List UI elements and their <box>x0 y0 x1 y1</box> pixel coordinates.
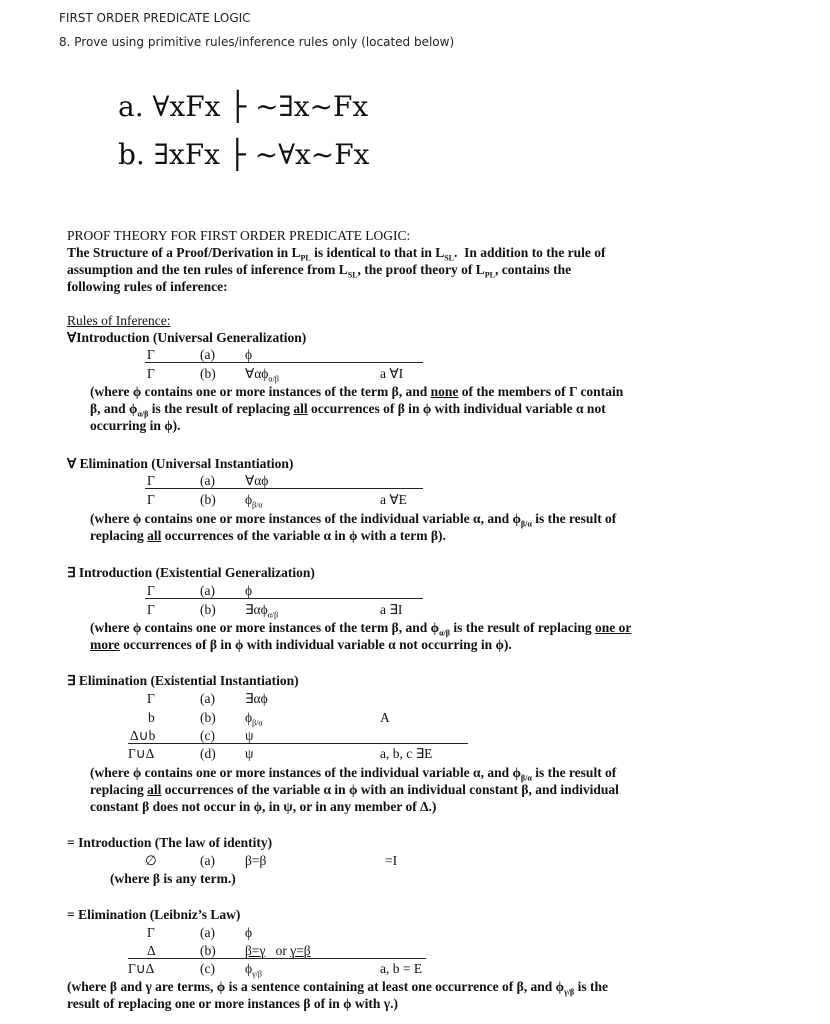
section-heading: PROOF THEORY FOR FIRST ORDER PREDICATE LOGIC: <box>67 228 411 243</box>
subscript: γ/β <box>252 969 262 979</box>
text: none <box>430 384 459 399</box>
justification: a, b = E <box>380 961 423 976</box>
line-label: (a) <box>200 853 215 868</box>
assumption-set: Γ <box>147 602 155 617</box>
note-line: constant β does not occur in ϕ, in ψ, or in any member of Δ.) <box>90 799 437 814</box>
assumption-set: Γ <box>147 347 155 362</box>
note-line: (where β is any term.) <box>110 871 236 886</box>
formula: ψ <box>245 728 254 743</box>
subscript: α/β <box>267 610 279 620</box>
text: occurrences of the variable α in ϕ with an individual constant β, and individual <box>161 782 619 797</box>
text: (where ϕ contains one or more instances of the term β, and ϕ <box>90 620 440 635</box>
subscript: SL <box>444 253 455 263</box>
text: or <box>275 943 287 958</box>
text: one or <box>594 620 632 635</box>
problem-label: a. <box>118 90 144 123</box>
problem-b <box>118 138 369 171</box>
text: ϕ <box>245 710 253 725</box>
line-label: (a) <box>200 473 215 488</box>
text: ∀αϕ <box>245 366 269 381</box>
text: γ=β <box>290 943 311 958</box>
derivation-rule-line <box>128 958 426 959</box>
justification: a, b, c ∃E <box>380 746 433 761</box>
text: more <box>90 637 120 652</box>
line-label: (b) <box>200 710 216 725</box>
subscript: SL <box>347 270 358 280</box>
question-text: 8. Prove using primitive rules/inference rules only (located below) <box>59 35 455 49</box>
justification: a ∃I <box>380 602 403 617</box>
derivation-rule-line <box>145 362 423 363</box>
subscript: β/α <box>520 773 532 783</box>
text: is the result of replacing <box>148 401 294 416</box>
assumption-set: Γ <box>147 691 155 706</box>
subscript: β/α <box>520 519 532 529</box>
text: ϕ <box>245 961 253 976</box>
ei-title: ∃ Introduction (Existential Generalization) <box>67 565 315 580</box>
assumption-set: Γ∪Δ <box>128 746 155 761</box>
derivation-rule-line <box>145 488 423 489</box>
formula: ∃αϕ <box>245 691 268 706</box>
text: occurrences of β in ϕ with individual variable α not occurring in ϕ). <box>119 637 512 652</box>
line-label: (c) <box>200 728 215 743</box>
note-line: occurring in ϕ). <box>90 418 181 433</box>
text: (where ϕ contains one or more instances of the term β, and <box>90 384 431 399</box>
assumption-set: Γ <box>147 473 155 488</box>
premise: ∀xFx <box>152 90 221 123</box>
justification: =I <box>385 853 398 868</box>
text: replacing <box>90 782 148 797</box>
line-label: (a) <box>200 691 215 706</box>
text: β, and ϕ <box>90 401 138 416</box>
note-line <box>90 637 512 653</box>
justification: A <box>380 710 390 725</box>
assumption-set: Γ <box>147 366 155 381</box>
formula: β=β <box>245 853 267 868</box>
text: (where ϕ contains one or more instances of the individual variable α, and ϕ <box>90 765 521 780</box>
ee-title: ∃ Elimination (Existential Instantiation) <box>67 673 299 688</box>
text: (where β and γ are terms, ϕ is a sentence containing at least one occurrence of β, and ϕ <box>67 979 565 994</box>
subscript: PL <box>300 253 311 263</box>
text: replacing <box>90 528 148 543</box>
text: ϕ <box>245 492 253 507</box>
assumption-set: Γ <box>147 583 155 598</box>
conclusion: ~∃x~Fx <box>255 90 369 123</box>
line-label: (a) <box>200 925 215 940</box>
formula: ϕ <box>245 347 253 362</box>
text: The Structure of a Proof/Derivation in L <box>67 245 301 260</box>
turnstile: ├ <box>229 90 247 123</box>
line-label: (c) <box>200 961 215 976</box>
derivation-rule-line <box>128 743 468 744</box>
ide-title: = Elimination (Leibniz’s Law) <box>67 907 241 922</box>
text: occurrences of β in ϕ with individual variable α not <box>307 401 606 416</box>
note-line <box>90 528 446 544</box>
ue-title: ∀ Elimination (Universal Instantiation) <box>67 456 294 471</box>
idi-title: = Introduction (The law of identity) <box>67 835 273 850</box>
assumption-set: Δ∪b <box>130 728 156 743</box>
text: of the members of Γ contain <box>458 384 624 399</box>
text: is identical to that in L <box>310 245 445 260</box>
subscript: α/β <box>268 374 279 384</box>
text: all <box>147 782 162 797</box>
assumption-set: Δ <box>147 943 156 958</box>
text: is the result of <box>531 765 617 780</box>
text: is the result of <box>531 511 617 526</box>
line-label: (b) <box>200 943 216 958</box>
subscript: γ/β <box>564 987 575 997</box>
formula <box>245 943 311 959</box>
premise: ∃xFx <box>153 138 220 171</box>
text: is the result of replacing <box>449 620 595 635</box>
assumption-set: Γ <box>147 925 155 940</box>
subscript: α/β <box>137 409 149 419</box>
assumption-set: b <box>148 710 155 725</box>
problem-label: b. <box>118 138 145 171</box>
line-label: (b) <box>200 602 216 617</box>
line-label: (b) <box>200 366 216 381</box>
text: , contains the <box>495 262 572 277</box>
text: , the proof theory of L <box>357 262 485 277</box>
turnstile: ├ <box>228 138 246 171</box>
text: (where ϕ contains one or more instances of the individual variable α, and ϕ <box>90 511 521 526</box>
subscript: β/α <box>252 718 263 728</box>
conclusion: ~∀x~Fx <box>254 138 370 171</box>
text: is the <box>574 979 609 994</box>
intro-line-3: following rules of inference: <box>67 279 228 294</box>
text: all <box>293 401 308 416</box>
ui-title: ∀Introduction (Universal Generalization) <box>67 330 307 345</box>
text: β=γ <box>245 943 266 958</box>
subscript: α/β <box>439 628 450 638</box>
formula: ψ <box>245 746 254 761</box>
formula: ϕ <box>245 583 253 598</box>
justification: a ∀E <box>380 492 407 507</box>
rules-heading: Rules of Inference: <box>67 313 171 328</box>
page-title: FIRST ORDER PREDICATE LOGIC <box>59 11 251 25</box>
subscript: β/α <box>252 500 263 510</box>
derivation-rule-line <box>145 598 423 599</box>
note-line <box>90 782 619 798</box>
subscript: PL <box>484 270 496 280</box>
line-label: (b) <box>200 492 216 507</box>
note-line <box>90 384 623 400</box>
text: occurrences of the variable α in ϕ with a term β). <box>161 528 446 543</box>
text: ∃αϕ <box>245 602 268 617</box>
line-label: (d) <box>200 746 216 761</box>
text: . In addition to the rule of <box>454 245 606 260</box>
assumption-set: Γ <box>147 492 155 507</box>
line-label: (a) <box>200 347 215 362</box>
formula: ϕ <box>245 925 253 940</box>
assumption-set: Γ∪Δ <box>128 961 155 976</box>
justification: a ∀I <box>380 366 404 381</box>
assumption-set: ∅ <box>145 853 157 868</box>
text: all <box>147 528 162 543</box>
note-line: result of replacing one or more instances β of in ϕ with γ.) <box>67 996 398 1011</box>
problem-a <box>118 90 368 123</box>
text: assumption and the ten rules of inference from L <box>67 262 348 277</box>
formula: ∀αϕ <box>245 473 269 488</box>
line-label: (a) <box>200 583 215 598</box>
